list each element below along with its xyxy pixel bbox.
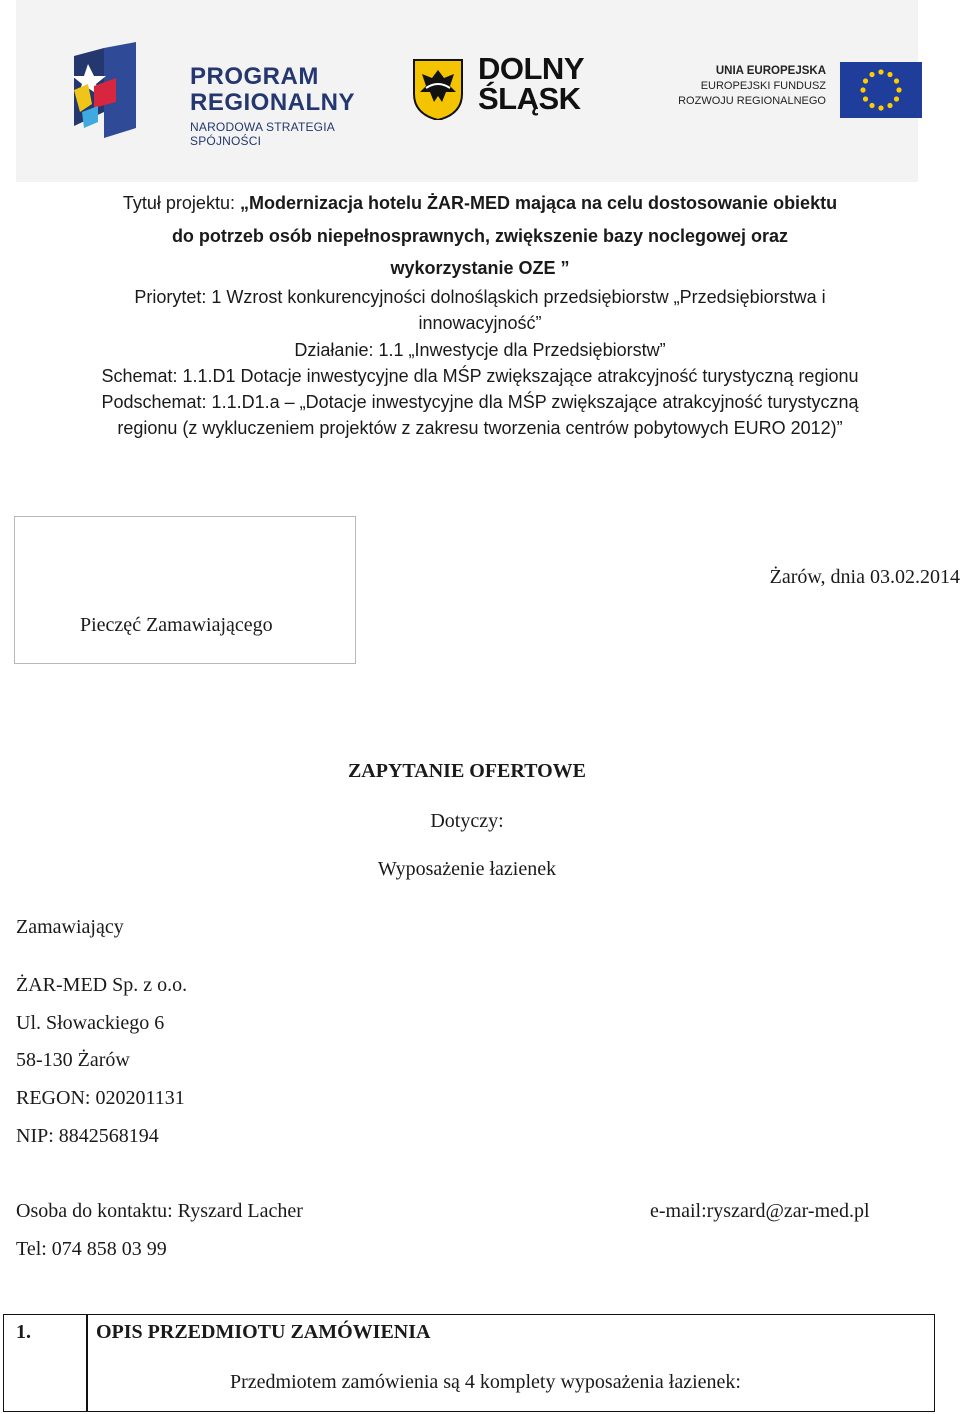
project-title-text2: do potrzeb osób niepełnosprawnych, zwiększenie bazy noclegowej oraz xyxy=(171,226,789,246)
contact-phone: Tel: 074 858 03 99 xyxy=(16,1238,167,1260)
dolny-slask-wordmark xyxy=(478,51,584,116)
orderer-name: ŻAR-MED Sp. z o.o. xyxy=(16,974,188,996)
section-body: Przedmiotem zamówienia są 4 komplety wyposażenia łazienek: xyxy=(230,1371,741,1393)
pr-line3: NARODOWA STRATEGIA SPÓJNOŚCI xyxy=(190,120,335,148)
orderer-regon: REGON: 020201131 xyxy=(16,1087,185,1109)
pr-line1: PROGRAM xyxy=(190,63,319,90)
action-line: Działanie: 1.1 „Inwestycje dla Przedsiębiorstw” xyxy=(294,340,666,360)
priority-line2: innowacyjność” xyxy=(418,313,542,333)
stamp-label: Pieczęć Zamawiającego xyxy=(80,614,273,636)
project-title-text1: „Modernizacja hotelu ŻAR-MED mająca na celu dostosowanie obiektu xyxy=(239,193,838,213)
ds-line2: ŚLĄSK xyxy=(478,81,581,116)
eu-line2: EUROPEJSKI FUNDUSZ xyxy=(700,80,826,92)
orderer-street: Ul. Słowackiego 6 xyxy=(16,1012,165,1034)
orderer-nip: NIP: 8842568194 xyxy=(16,1125,159,1147)
eagle-crest-icon xyxy=(412,58,464,120)
section-table xyxy=(3,1314,935,1412)
logo-banner xyxy=(16,0,918,182)
inquiry-subject: Wyposażenie łazienek xyxy=(377,858,557,880)
stamp-box xyxy=(14,516,356,664)
eu-logo xyxy=(660,60,922,122)
eu-flag-icon xyxy=(840,62,922,118)
project-title-line1 xyxy=(0,190,960,216)
inquiry-concerns: Dotyczy: xyxy=(430,810,504,832)
table-divider xyxy=(86,1315,88,1411)
scheme-line: Schemat: 1.1.D1 Dotacje inwestycyjne dla MŚP zwiększające atrakcyjność turystyczną regionu xyxy=(101,366,859,386)
orderer-label: Zamawiający xyxy=(16,916,124,938)
project-title-label: Tytuł projektu: xyxy=(122,193,240,213)
orderer-city: 58-130 Żarów xyxy=(16,1049,130,1071)
priority-line1: Priorytet: 1 Wzrost konkurencyjności dolnośląskich przedsiębiorstw „Przedsiębiorstwa i xyxy=(134,287,826,307)
eu-wordmark xyxy=(678,64,826,109)
ds-line1: DOLNY xyxy=(478,51,584,86)
project-title-line2 xyxy=(0,223,960,249)
pr-line2: REGIONALNY xyxy=(190,89,356,116)
project-title-text3: wykorzystanie OZE ” xyxy=(390,258,570,278)
eu-line1: UNIA EUROPEJSKA xyxy=(715,65,826,77)
contact-person: Osoba do kontaktu: Ryszard Lacher xyxy=(16,1200,303,1222)
program-regionalny-emblem-icon xyxy=(64,42,140,138)
program-regionalny-wordmark xyxy=(190,64,364,148)
contact-email[interactable]: e-mail:ryszard@zar-med.pl xyxy=(650,1200,870,1222)
eu-line3: ROZWOJU REGIONALNEGO xyxy=(678,95,826,107)
section-heading: OPIS PRZEDMIOTU ZAMÓWIENIA xyxy=(96,1321,431,1343)
section-number: 1. xyxy=(16,1321,31,1343)
subscheme-line1: Podschemat: 1.1.D1.a – „Dotacje inwestycyjne dla MŚP zwiększające atrakcyjność turystyczną xyxy=(101,392,859,412)
dolny-slask-logo xyxy=(412,51,612,124)
program-regionalny-logo xyxy=(64,42,364,148)
inquiry-heading: ZAPYTANIE OFERTOWE xyxy=(347,760,587,782)
project-title-line3 xyxy=(0,255,960,281)
document-date: Żarów, dnia 03.02.2014 xyxy=(769,566,960,588)
subscheme-line2: regionu (z wykluczeniem projektów z zakresu tworzenia centrów pobytowych EURO 2012)” xyxy=(117,418,843,438)
